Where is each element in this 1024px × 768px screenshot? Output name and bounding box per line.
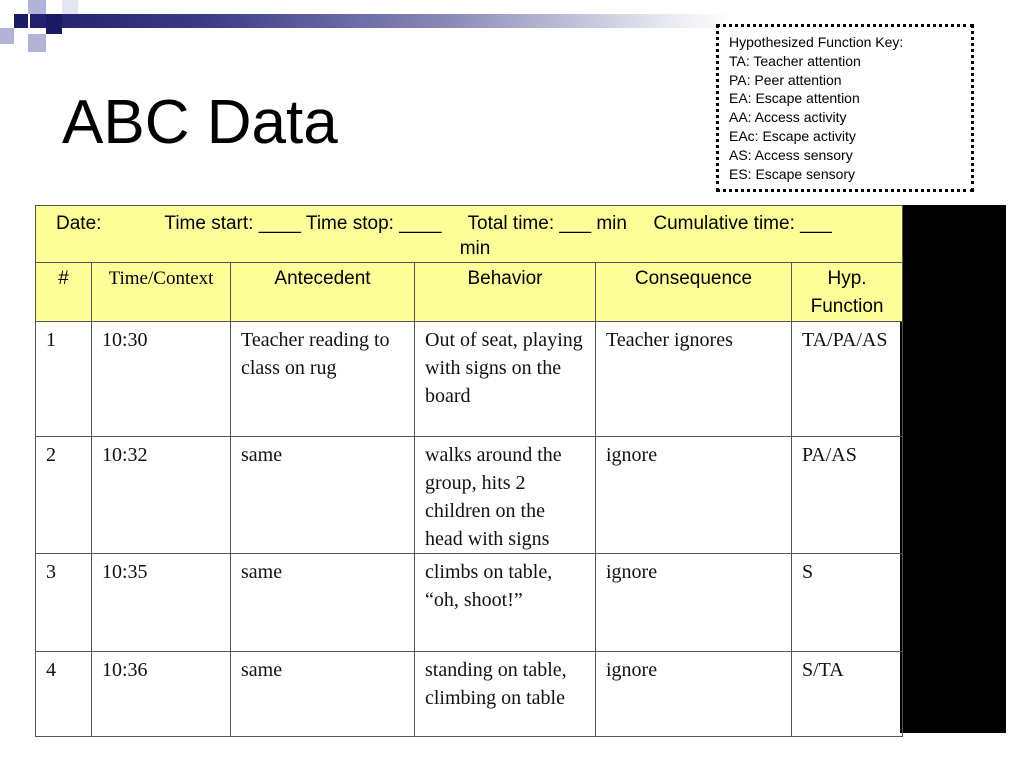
- cell-number: 3: [36, 554, 92, 652]
- cell-time-context: 10:30: [92, 322, 231, 437]
- column-header-number: #: [36, 263, 92, 322]
- table-row: [36, 652, 903, 737]
- table-row: [36, 322, 903, 437]
- black-panel: [900, 205, 1006, 733]
- cell-time-context: 10:32: [92, 437, 231, 554]
- column-header-hyp-function: Hyp. Function: [792, 263, 903, 322]
- cell-hyp-function: PA/AS: [792, 437, 903, 554]
- key-item: TA: Teacher attention: [729, 52, 861, 69]
- deco-square-navy: [46, 14, 62, 34]
- key-item: AA: Access activity: [729, 109, 847, 126]
- cell-hyp-function: TA/PA/AS: [792, 322, 903, 437]
- cell-antecedent: Teacher reading to class on rug: [231, 322, 415, 437]
- cell-hyp-function: S/TA: [792, 652, 903, 737]
- cell-number: 4: [36, 652, 92, 737]
- slide-title: ABC Data: [62, 88, 338, 157]
- deco-square-navy: [14, 14, 28, 28]
- deco-square-light: [62, 0, 78, 14]
- deco-square-lavender: [0, 28, 14, 44]
- key-heading: Hypothesized Function Key:: [729, 34, 904, 50]
- key-item: EAc: Escape activity: [729, 127, 856, 144]
- cell-consequence: ignore: [596, 554, 792, 652]
- column-header-consequence: Consequence: [596, 263, 792, 322]
- cell-behavior: standing on table, climbing on table: [415, 652, 596, 737]
- cell-antecedent: same: [231, 554, 415, 652]
- key-item: PA: Peer attention: [729, 71, 842, 88]
- key-item: ES: Escape sensory: [729, 165, 856, 182]
- cell-antecedent: same: [231, 652, 415, 737]
- table-row: [36, 554, 903, 652]
- cell-antecedent: same: [231, 437, 415, 554]
- function-key-box: [716, 24, 974, 192]
- column-header-antecedent: Antecedent: [231, 263, 415, 322]
- cell-number: 2: [36, 437, 92, 554]
- session-info-line: Date: Time start: ____ Time stop: ____ Total time: ___ min Cumulative time: ___: [56, 213, 832, 234]
- table-header-row: [36, 263, 903, 322]
- top-gradient-bar: [30, 14, 730, 28]
- column-header-time-context: Time/Context: [92, 263, 231, 322]
- session-info-cell: [36, 206, 903, 263]
- cell-consequence: Teacher ignores: [596, 322, 792, 437]
- cell-number: 1: [36, 322, 92, 437]
- cell-time-context: 10:35: [92, 554, 231, 652]
- cell-time-context: 10:36: [92, 652, 231, 737]
- cell-behavior: climbs on table, “oh, shoot!”: [415, 554, 596, 652]
- deco-square-lavender: [28, 0, 46, 14]
- cell-behavior: Out of seat, playing with signs on the board: [415, 322, 596, 437]
- column-header-behavior: Behavior: [415, 263, 596, 322]
- table-info-row: [36, 206, 903, 263]
- key-item: AS: Access sensory: [729, 146, 853, 163]
- cell-consequence: ignore: [596, 437, 792, 554]
- cell-consequence: ignore: [596, 652, 792, 737]
- key-item: EA: Escape attention: [729, 90, 860, 107]
- abc-data-table: [35, 205, 903, 737]
- table-row: [36, 437, 903, 554]
- cell-hyp-function: S: [792, 554, 903, 652]
- deco-square-lavender: [28, 34, 46, 52]
- session-info-line: min: [459, 238, 491, 259]
- cell-behavior: walks around the group, hits 2 children on the head with signs: [415, 437, 596, 554]
